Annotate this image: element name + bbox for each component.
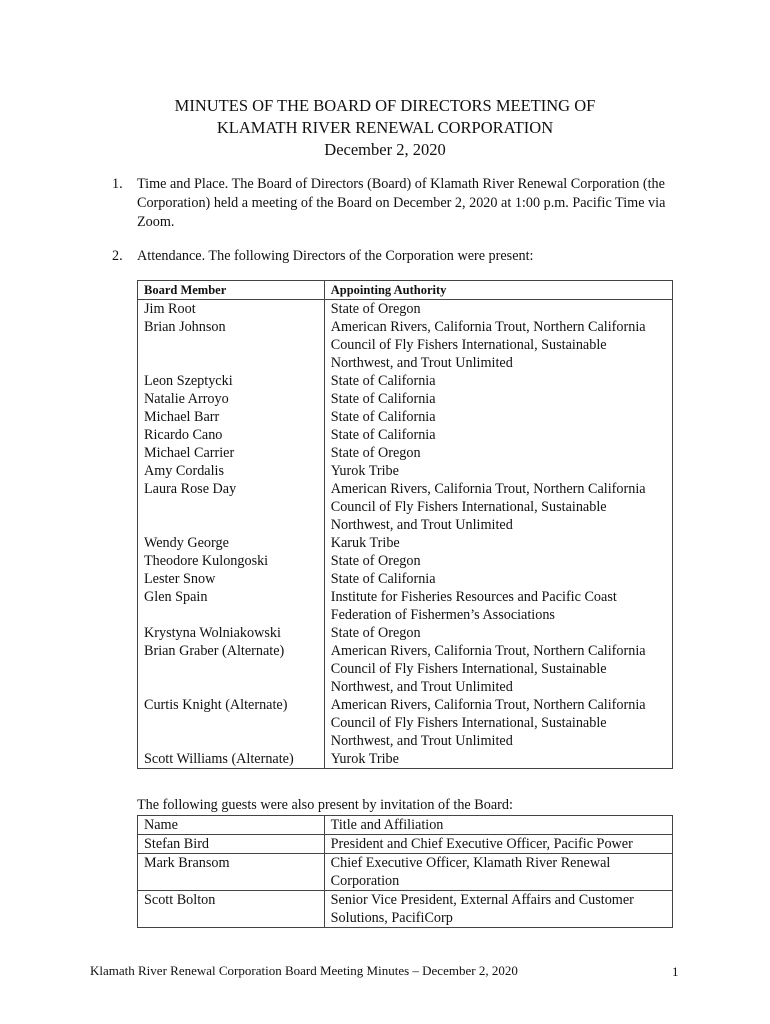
appointing-authority-cell: State of California <box>324 426 672 444</box>
table-row <box>138 588 673 624</box>
guest-name-cell: Mark Bransom <box>138 854 325 891</box>
appointing-authority-cell: State of California <box>324 372 672 390</box>
board-member-cell: Michael Carrier <box>138 444 325 462</box>
guest-name-cell: Scott Bolton <box>138 891 325 928</box>
appointing-authority-cell: State of California <box>324 408 672 426</box>
document-title <box>0 95 770 161</box>
board-member-cell: Glen Spain <box>138 588 325 624</box>
table-row <box>138 390 673 408</box>
board-member-cell: Laura Rose Day <box>138 480 325 534</box>
page-number: 1 <box>672 964 679 979</box>
section-time-and-place <box>112 175 677 232</box>
table-row <box>138 408 673 426</box>
appointing-authority-cell: Institute for Fisheries Resources and Pacific Coast Federation of Fishermen’s Associations <box>324 588 672 624</box>
table-row <box>138 570 673 588</box>
header-board-member: Board Member <box>138 281 325 300</box>
board-member-cell: Natalie Arroyo <box>138 390 325 408</box>
appointing-authority-cell: State of Oregon <box>324 444 672 462</box>
section-number: 1. <box>112 176 123 192</box>
title-line-2: KLAMATH RIVER RENEWAL CORPORATION <box>216 118 554 137</box>
guest-title-cell: Chief Executive Officer, Klamath River Renewal Corporation <box>324 854 672 891</box>
table-row <box>138 552 673 570</box>
table-row <box>138 534 673 552</box>
board-member-cell: Amy Cordalis <box>138 462 325 480</box>
guest-title-cell: President and Chief Executive Officer, Pacific Power <box>324 835 672 854</box>
board-member-cell: Ricardo Cano <box>138 426 325 444</box>
table-row <box>138 750 673 769</box>
table-row <box>138 624 673 642</box>
table-row <box>138 696 673 750</box>
board-member-cell: Brian Graber (Alternate) <box>138 642 325 696</box>
appointing-authority-cell: Karuk Tribe <box>324 534 672 552</box>
board-member-cell: Jim Root <box>138 300 325 319</box>
table-row <box>138 891 673 928</box>
section-text: Attendance. The following Directors of the Corporation were present: <box>137 248 534 264</box>
board-member-cell: Brian Johnson <box>138 318 325 372</box>
board-member-cell: Theodore Kulongoski <box>138 552 325 570</box>
table-row <box>138 444 673 462</box>
appointing-authority-cell: State of California <box>324 570 672 588</box>
appointing-authority-cell: Yurok Tribe <box>324 462 672 480</box>
table-row <box>138 300 673 319</box>
table-row <box>138 854 673 891</box>
guests-table <box>137 815 673 928</box>
board-member-cell: Wendy George <box>138 534 325 552</box>
appointing-authority-cell: State of Oregon <box>324 300 672 319</box>
guests-intro: The following guests were also present by invitation of the Board: <box>137 797 513 813</box>
section-number: 2. <box>112 248 123 264</box>
table-row <box>138 480 673 534</box>
table-row <box>138 426 673 444</box>
directors-table-header <box>138 281 673 300</box>
header-name: Name <box>138 816 325 835</box>
table-row <box>138 835 673 854</box>
table-row <box>138 372 673 390</box>
appointing-authority-cell: American Rivers, California Trout, Northern California Council of Fly Fishers International, Sustainable Northwest, and Trout Unlimited <box>324 318 672 372</box>
section-text: Time and Place. The Board of Directors (Board) of Klamath River Renewal Corporation (the Corporation) held a meeting of the Board on December 2, 2020 at 1:00 p.m. Pacific Time via Zoom. <box>137 176 666 230</box>
table-row <box>138 642 673 696</box>
title-date: December 2, 2020 <box>324 140 446 159</box>
title-line-1: MINUTES OF THE BOARD OF DIRECTORS MEETING OF <box>174 96 596 115</box>
appointing-authority-cell: American Rivers, California Trout, Northern California Council of Fly Fishers International, Sustainable Northwest, and Trout Unlimited <box>324 696 672 750</box>
appointing-authority-cell: American Rivers, California Trout, Northern California Council of Fly Fishers International, Sustainable Northwest, and Trout Unlimited <box>324 642 672 696</box>
directors-table <box>137 280 673 769</box>
board-member-cell: Michael Barr <box>138 408 325 426</box>
header-appointing-authority: Appointing Authority <box>324 281 672 300</box>
board-member-cell: Leon Szeptycki <box>138 372 325 390</box>
appointing-authority-cell: Yurok Tribe <box>324 750 672 769</box>
page-footer: Klamath River Renewal Corporation Board Meeting Minutes – December 2, 2020 <box>90 963 518 978</box>
section-attendance <box>112 247 677 266</box>
appointing-authority-cell: State of California <box>324 390 672 408</box>
board-member-cell: Krystyna Wolniakowski <box>138 624 325 642</box>
header-title-affiliation: Title and Affiliation <box>324 816 672 835</box>
board-member-cell: Lester Snow <box>138 570 325 588</box>
appointing-authority-cell: State of Oregon <box>324 552 672 570</box>
guest-title-cell: Senior Vice President, External Affairs and Customer Solutions, PacifiCorp <box>324 891 672 928</box>
board-member-cell: Curtis Knight (Alternate) <box>138 696 325 750</box>
appointing-authority-cell: State of Oregon <box>324 624 672 642</box>
guests-table-header <box>138 816 673 835</box>
table-row <box>138 318 673 372</box>
appointing-authority-cell: American Rivers, California Trout, Northern California Council of Fly Fishers International, Sustainable Northwest, and Trout Unlimited <box>324 480 672 534</box>
board-member-cell: Scott Williams (Alternate) <box>138 750 325 769</box>
table-row <box>138 462 673 480</box>
guest-name-cell: Stefan Bird <box>138 835 325 854</box>
